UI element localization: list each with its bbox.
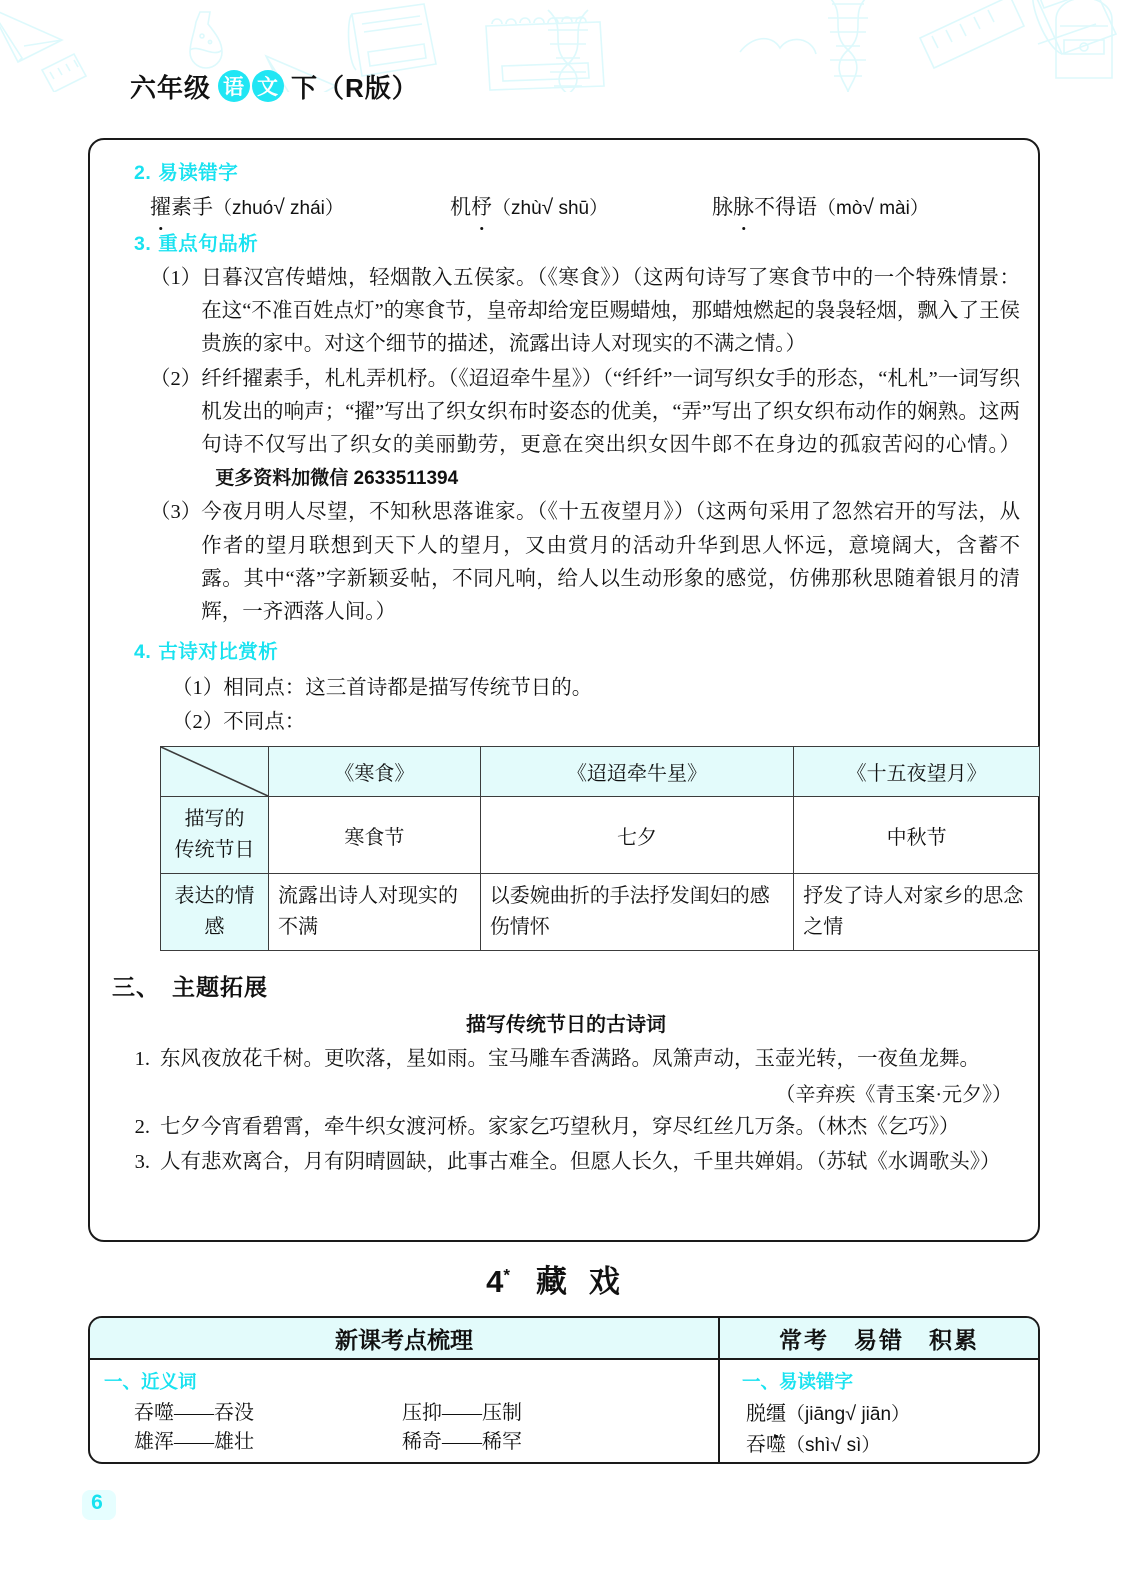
overview-left-column (90, 1360, 720, 1462)
subsection-number: 一、 (104, 1371, 142, 1392)
section-number: 4. (134, 641, 152, 664)
synonym-grid (134, 1399, 718, 1457)
poem-item (126, 1111, 1020, 1144)
table-cell: 流露出诗人对现实的不满 (269, 874, 481, 951)
paper-plane-icon (0, 8, 62, 62)
pinyin-item-4: 脱缰 （jiāng√ jiān） (746, 1399, 1038, 1430)
emphasis-dot (159, 227, 163, 231)
pinyin-item-3: 脉脉 不得语（mò√ mài） (712, 191, 929, 221)
same-point-line: （1）相同点：这三首诗都是描写传统节日的。 (172, 677, 593, 700)
overview-right-column (720, 1360, 1038, 1462)
table-header-row (161, 747, 1040, 797)
subsection-title: 易读错字 (779, 1371, 854, 1392)
subsection-number: 一、 (742, 1371, 780, 1392)
poem-item (126, 1146, 1020, 1179)
table-col-header: 《迢迢牵牛星》 (480, 747, 794, 797)
tested-char-2: 杼 (471, 191, 492, 221)
diff-point-line: （2）不同点： (172, 711, 306, 734)
synonym-pair: 吞噬——吞没 (134, 1402, 254, 1424)
pinyin-item-1: 擢 素手（zhuó√ zhái） (150, 191, 450, 221)
analysis-item (150, 262, 1020, 362)
pinyin-wrong-1: zhái (290, 198, 325, 219)
section-heading-zhongdianju (134, 228, 1020, 256)
pinyin-correct-2: zhù (511, 198, 542, 219)
subject-badge-char-1: 语 (218, 70, 250, 102)
watermark-text: 更多资料加微信 2633511394 (215, 468, 459, 490)
header-grade: 六年级 (130, 72, 212, 103)
section-number: 三、 (112, 974, 160, 1001)
main-content-card (88, 138, 1040, 1242)
tested-char-5: 噬 (766, 1430, 786, 1460)
check-mark-icon: √ (541, 196, 554, 219)
item-text: 日暮汉宫传蜡烛，轻烟散入五侯家。（《寒食》）（这两句诗写了寒食节中的一个特殊情景：在这“不准百姓点灯”的寒食节，皇帝却给宠臣赐蜡烛，那蜡烛燃起的袅袅轻烟，飘入了王侯贵族的家中。对这个细节的描述，流露出诗人对现实的不满之情。） (201, 267, 1020, 356)
section-heading-gushiduibi (134, 636, 1020, 664)
poem-number: 3. (134, 1150, 150, 1173)
check-mark-icon: √ (830, 1433, 842, 1456)
comparison-table-wrap (160, 746, 1024, 951)
pinyin-item-2: 机杼 （zhù√ shū） (450, 191, 712, 221)
table-row-header: 描写的 传统节日 (161, 797, 269, 874)
tested-char-1: 擢 (150, 191, 171, 221)
lesson-name: 藏戏 (535, 1264, 642, 1299)
diagonal-divider-icon (161, 747, 268, 796)
item-label: （2） (150, 367, 202, 390)
poem-number: 1. (134, 1048, 150, 1071)
table-cell: 以委婉曲折的手法抒发闺妇的感伤情怀 (480, 874, 794, 951)
pinyin-wrong-3: mài (879, 198, 910, 219)
pinyin-correct-5: shì (805, 1434, 831, 1456)
lesson-overview-box (88, 1316, 1040, 1464)
item-text: 纤纤擢素手，札札弄机杼。（《迢迢牵牛星》）（“纤纤”一词写织女手的形态，“札札”一词写织机发出的响声；“擢”写出了织女织布时姿态的优美，“弄”写出了织女织布动作的娴熟。这两句诗不仅写出了织女的美丽勤劳，更意在突出织女因牛郎不在身边的孤寂苦闷的心情。）更多资料加微信 2633511394 (201, 367, 1020, 490)
table-col-header: 《寒食》 (269, 747, 481, 797)
header-term: 下（R版） (291, 72, 419, 103)
emphasis-dot (742, 227, 746, 231)
subsection-title: 近义词 (141, 1371, 197, 1392)
pinyin-item-5: 吞噬 （shì√ sì） (746, 1430, 1038, 1461)
pinyin-correct-4: jiāng (805, 1404, 846, 1425)
pinyin-row (150, 191, 1020, 221)
table-cell: 中秋节 (794, 797, 1040, 874)
flask-icon (190, 12, 222, 68)
subsection-heading-jinyici (104, 1368, 718, 1394)
poem-group-subtitle: 描写传统节日的古诗词 (466, 1014, 666, 1037)
synonym-pair: 压抑——压制 (402, 1402, 522, 1424)
section-title: 主题拓展 (172, 974, 268, 1001)
synonym-row (134, 1399, 718, 1428)
item-text: 今夜月明人尽望，不知秋思落谁家。（《十五夜望月》）（这两句采用了忽然宕开的写法，从作者的望月联想到天下人的望月，又由赏月的活动升华到思人怀远，意境阔大，含蓄不露。其中“落”字新颖妥帖，不同凡响，给人以生动形象的感觉，仿佛那秋思随着银月的清辉，一齐洒落人间。） (201, 501, 1020, 624)
item-label: （3） (150, 501, 202, 524)
section-number: 3. (134, 233, 152, 255)
section-heading-yiducuozi (134, 157, 1020, 185)
pinyin-correct-1: zhuó (232, 198, 274, 219)
poem-text: 人有悲欢离合，月有阴晴圆缺，此事古难全。但愿人长久，千里共婵娟。（苏轼《水调歌头》） (160, 1150, 1001, 1173)
table-col-header: 《十五夜望月》 (794, 747, 1040, 797)
analysis-item (150, 496, 1020, 629)
subject-badge-char-2: 文 (252, 70, 284, 102)
overview-header-row (90, 1318, 1038, 1360)
subject-badge-group (218, 70, 284, 102)
book-icon-2 (1033, 0, 1116, 54)
table-cell: 抒发了诗人对家乡的思念之情 (794, 874, 1040, 951)
page-number: 6 (91, 1491, 103, 1514)
section-title: 易读错字 (158, 162, 239, 184)
check-mark-icon: √ (845, 1403, 857, 1425)
comparison-table (160, 746, 1040, 951)
poem-attribution: （辛弃疾《青玉案·元夕》） (775, 1084, 1012, 1107)
table-row-header: 表达的情感 (161, 874, 269, 951)
poem-item (126, 1043, 1020, 1076)
analysis-item (150, 363, 1020, 496)
lesson-number: 4 (486, 1264, 504, 1299)
table-cell: 寒食节 (269, 797, 481, 874)
page-number-badge (82, 1490, 116, 1520)
poem-number: 2. (134, 1116, 150, 1139)
ruler-icon-2 (920, 0, 1024, 68)
synonym-pair: 稀奇——稀罕 (402, 1431, 522, 1453)
section-title: 重点句品析 (158, 233, 259, 255)
check-mark-icon: √ (273, 196, 285, 219)
overview-body-row (90, 1360, 1038, 1462)
emphasis-dot (480, 227, 484, 231)
table-row (161, 797, 1040, 874)
pinyin-correct-3: mò (836, 198, 863, 219)
pinyin-wrong-4: jiān (861, 1404, 892, 1425)
table-corner-cell (161, 747, 269, 797)
leaf-squiggle-icon (740, 39, 816, 54)
section-heading-zhutitazhan (112, 969, 1020, 1002)
overview-right-header: 常考 易错 积累 (779, 1326, 979, 1353)
lesson-title (0, 1256, 1128, 1301)
tested-char-4: 缰 (766, 1399, 786, 1429)
synonym-row (134, 1428, 718, 1457)
item-label: （1） (150, 267, 202, 289)
section-title: 古诗对比赏析 (158, 641, 279, 664)
poem-text: 东风夜放花千树。更吹落，星如雨。宝马雕车香满路。凤箫声动，玉壶光转，一夜鱼龙舞。 (160, 1048, 980, 1071)
poem-text: 七夕今宵看碧霄，牵牛织女渡河桥。家家乞巧望秋月，穿尽红丝几万条。（林杰《乞巧》） (160, 1116, 960, 1139)
section-number: 2. (134, 162, 152, 184)
subsection-heading-yiducuozi (742, 1368, 1038, 1394)
check-mark-icon: √ (862, 196, 874, 219)
lesson-star-marker: * (503, 1265, 510, 1285)
synonym-pair: 雄浑——雄壮 (134, 1431, 254, 1453)
pinyin-wrong-2: shū (558, 198, 590, 219)
page-header (0, 62, 1128, 110)
tested-char-3: 脉 (733, 191, 754, 221)
overview-left-header: 新课考点梳理 (90, 1318, 720, 1358)
table-row (161, 874, 1040, 951)
pinyin-wrong-5: sì (846, 1434, 862, 1456)
table-cell: 七夕 (480, 797, 794, 874)
